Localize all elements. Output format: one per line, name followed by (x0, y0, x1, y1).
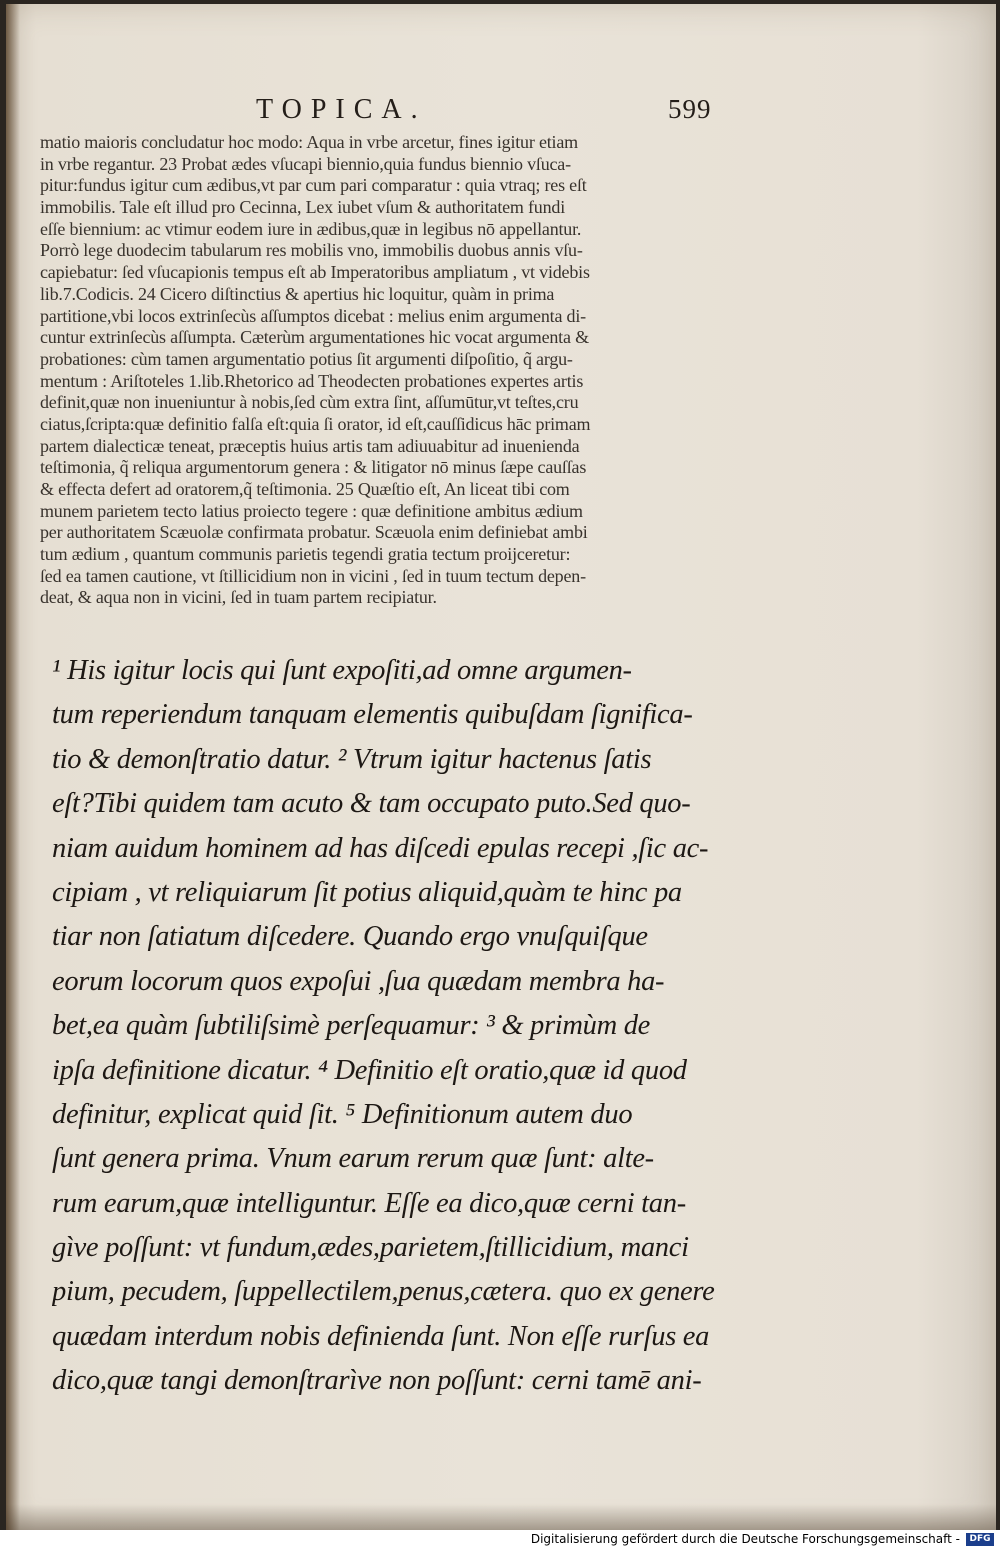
commentary-line: partem dialecticæ teneat, præceptis huius artis tam adiuuabitur ad inuenienda (40, 435, 580, 456)
main-text-line: gìve poſſunt: vt fundum,ædes,parietem,ſtillicidium, manci (52, 1232, 689, 1264)
commentary-line: probationes: cùm tamen argumentatio potius ſit argumenti diſpoſitio, q̃ argu- (40, 348, 573, 369)
commentary-line: definit,quæ non inueniuntur à nobis,ſed cùm extra ſint, aſſumūtur,vt teſtes,cru (40, 392, 579, 413)
main-text-line: definitur, explicat quid ſit. ⁵ Definitionum autem duo (52, 1098, 633, 1130)
commentary-line: lib.7.Codicis. 24 Cicero diſtinctius & apertius hic loquitur, quàm in prima (40, 283, 555, 304)
commentary-line: teſtimonia, q̃ reliqua argumentorum genera : & litigator nō minus ſæpe cauſſas (40, 457, 587, 478)
main-text-line: ¹ His igitur locis qui ſunt expoſiti,ad omne argumen- (52, 655, 632, 686)
main-text-line: eſt?Tibi quidem tam acuto & tam occupato puto.Sed quo- (52, 788, 691, 820)
funding-credit: Digitalisierung gefördert durch die Deutsche Forschungsgemeinschaft - (530, 1532, 960, 1546)
commentary-line: in vrbe regantur. 23 Probat ædes vſucapi biennio,quia fundus biennio vſuca- (40, 153, 571, 174)
main-text-line: ipſa definitione dicatur. ⁴ Definitio eſt oratio,quæ id quod (52, 1054, 687, 1086)
book-page (6, 4, 996, 1530)
running-title: TOPICA. (256, 94, 427, 125)
dfg-logo-icon: DFG (966, 1533, 994, 1546)
commentary-line: munem parietem tecto latius proiecto tegere : quæ definitione ambitus ædium (40, 500, 583, 521)
commentary-line: per authoritatem Scæuolæ confirmata probatur. Scæuola enim definiebat ambi (40, 522, 588, 543)
commentary-line: partitione,vbi locos extrinſecùs aſſumptos dicebat : melius enim argumenta di- (40, 305, 586, 326)
commentary-block (40, 132, 740, 609)
main-text-line: tiar non ſatiatum diſcedere. Quando ergo vnuſquiſque (52, 921, 648, 953)
running-head (6, 92, 996, 132)
commentary-line: pitur:fundus igitur cum ædibus,vt par cum pari comparatur : quia vtraq; res eſt (40, 175, 587, 196)
main-text-line: dico,quæ tangi demonſtrarìve non poſſunt: cerni tamē ani- (52, 1365, 702, 1397)
main-text-line: rum earum,quæ intelliguntur. Eſſe ea dico,quæ cerni tan- (52, 1187, 686, 1219)
page-bottom-edge (6, 1504, 996, 1530)
commentary-line: immobilis. Tale eſt illud pro Cecinna, Lex iubet vſum & authoritatem fundi (40, 197, 566, 218)
commentary-line: cuntur extrinſecùs aſſumpta. Cæterùm argumentationes hic vocat argumenta & (40, 327, 589, 348)
main-text-line: tio & demonſtratio datur. ² Vtrum igitur hactenus ſatis (52, 743, 652, 775)
main-text-line: pium, pecudem, ſuppellectilem,penus,cætera. quo ex genere (52, 1276, 715, 1308)
commentary-line: ſed ea tamen cautione, vt ſtillicidium non in vicini , ſed in tuum tectum depen- (40, 565, 586, 586)
main-text-line: niam auidum hominem ad has diſcedi epulas recepi ,ſic ac- (52, 832, 709, 864)
main-text-block (52, 649, 742, 1404)
main-text-line: tum reperiendum tanquam elementis quibuſdam ſignifica- (52, 699, 693, 731)
commentary-line: capiebatur: ſed vſucapionis tempus eſt ab Imperatoribus ampliatum , vt videbis (40, 262, 590, 283)
commentary-line: eſſe biennium: ac vtimur eodem iure in ædibus,quæ in legibus nō appellantur. (40, 218, 582, 239)
main-text-line: eorum locorum quos expoſui ,ſua quædam membra ha- (52, 965, 665, 997)
commentary-line: deat, & aqua non in vicini, ſed in tuam partem recipiatur. (40, 587, 437, 608)
main-text-line: ſunt genera prima. Vnum earum rerum quæ ſunt: alte- (52, 1143, 654, 1175)
commentary-line: tum ædium , quantum communis parietis tegendi gratia tectum proijceretur: (40, 544, 571, 565)
digitization-footer (0, 1530, 1000, 1550)
commentary-line: matio maioris concludatur hoc modo: Aqua in vrbe arcetur, fines igitur etiam (40, 132, 578, 152)
commentary-line: ciatus,ſcripta:quæ definitio falſa eſt:quia ſi orator, id eſt,cauſſidicus hāc primam (40, 413, 591, 434)
commentary-line: mentum : Ariſtoteles 1.lib.Rhetorico ad Theodecten probationes expertes artis (40, 370, 584, 391)
main-text-line: bet,ea quàm ſubtiliſsimè perſequamur: ³ & primùm de (52, 1010, 651, 1042)
main-text-line: cipiam , vt reliquiarum ſit potius aliquid,quàm te hinc pa (52, 876, 682, 908)
main-text-line: quædam interdum nobis definienda ſunt. Non eſſe rurſus ea (52, 1320, 710, 1352)
page-number: 599 (668, 94, 712, 124)
commentary-line: Porrò lege duodecim tabularum res mobilis vno, immobilis duobus annis vſu- (40, 240, 583, 261)
commentary-line: & effecta defert ad oratorem,q̃ teſtimonia. 25 Quæſtio eſt, An liceat tibi com (40, 479, 570, 499)
